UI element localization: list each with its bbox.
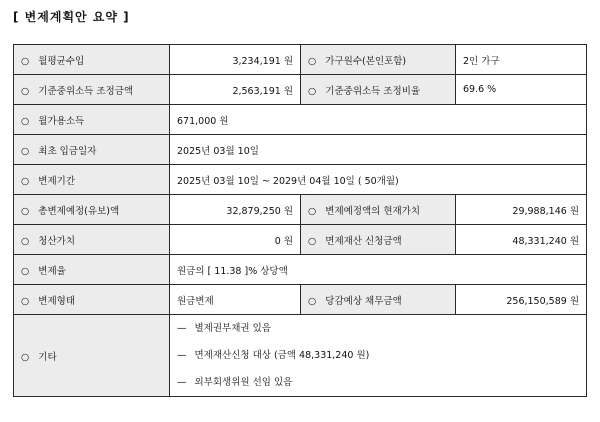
monthly-avg-income-value: 3,234,191 원 — [170, 45, 301, 75]
circle-bullet-icon: ○ — [21, 115, 30, 127]
present-value-value: 29,988,146 원 — [456, 195, 587, 225]
circle-bullet-icon: ○ — [308, 205, 317, 217]
others-label: ○ 기타 — [14, 315, 170, 397]
expected-total-debt-value: 256,150,589 원 — [456, 285, 587, 315]
table-row — [14, 135, 587, 165]
dash-bullet-icon: — — [177, 350, 187, 361]
circle-bullet-icon: ○ — [308, 85, 317, 97]
circle-bullet-icon: ○ — [21, 265, 30, 277]
liquidation-value-value: 0 원 — [170, 225, 301, 255]
table-row — [14, 165, 587, 195]
total-planned-repayment-label: ○ 총변제예정(유보)액 — [14, 195, 170, 225]
exempt-property-amount-label: ○ 면제재산 신청금액 — [301, 225, 456, 255]
table-row — [14, 105, 587, 135]
repayment-rate-value: 원금의 [ 11.38 ]% 상당액 — [170, 255, 587, 285]
list-item: — 외부회생위원 선임 있음 — [177, 377, 293, 388]
household-size-label: ○ 가구원수(본인포함) — [301, 45, 456, 75]
expected-total-debt-label: ○ 당감예상 채무금액 — [301, 285, 456, 315]
repayment-period-label: ○ 변제기간 — [14, 165, 170, 195]
monthly-available-income-label: ○ 월가용소득 — [14, 105, 170, 135]
adjusted-living-cost-label: ○ 기준중위소득 조정금액 — [14, 75, 170, 105]
list-item: — 별제권부채권 있음 — [177, 323, 271, 334]
liquidation-value-label: ○ 청산가치 — [14, 225, 170, 255]
total-planned-repayment-value: 32,879,250 원 — [170, 195, 301, 225]
page-title: [ 변제계획안 요약 ] — [13, 10, 130, 24]
household-size-value: 2인 가구 — [456, 45, 587, 75]
monthly-available-income-value: 671,000 원 — [170, 105, 587, 135]
first-payment-date-value: 2025년 03월 10일 — [170, 135, 587, 165]
repayment-rate-label: ○ 변제율 — [14, 255, 170, 285]
dash-bullet-icon: — — [177, 323, 187, 334]
circle-bullet-icon: ○ — [308, 235, 317, 247]
circle-bullet-icon: ○ — [21, 55, 30, 67]
circle-bullet-icon: ○ — [21, 145, 30, 157]
circle-bullet-icon: ○ — [21, 351, 30, 363]
first-payment-date-label: ○ 최초 입금일자 — [14, 135, 170, 165]
repayment-type-value: 원금변제 — [170, 285, 301, 315]
exempt-property-amount-value: 48,331,240 원 — [456, 225, 587, 255]
circle-bullet-icon: ○ — [308, 295, 317, 307]
table-row — [14, 315, 587, 397]
others-notes — [170, 315, 587, 397]
table-row — [14, 285, 587, 315]
repayment-plan-summary-table — [13, 44, 587, 397]
circle-bullet-icon: ○ — [21, 295, 30, 307]
table-row — [14, 225, 587, 255]
circle-bullet-icon: ○ — [21, 175, 30, 187]
present-value-label: ○ 변제예정액의 현재가치 — [301, 195, 456, 225]
adjusted-ratio-label: ○ 기준중위소득 조정비율 — [301, 75, 456, 105]
circle-bullet-icon: ○ — [21, 85, 30, 97]
table-row — [14, 75, 587, 105]
table-row — [14, 255, 587, 285]
circle-bullet-icon: ○ — [21, 205, 30, 217]
table-row — [14, 45, 587, 75]
adjusted-ratio-value: 69.6 % — [456, 75, 587, 105]
monthly-avg-income-label: ○ 월평균수입 — [14, 45, 170, 75]
table-row — [14, 195, 587, 225]
adjusted-living-cost-value: 2,563,191 원 — [170, 75, 301, 105]
repayment-type-label: ○ 변제형태 — [14, 285, 170, 315]
repayment-period-value: 2025년 03월 10일 ~ 2029년 04월 10일 ( 50개월) — [170, 165, 587, 195]
list-item: — 면제재산신청 대상 (금액 48,331,240 원) — [177, 350, 370, 361]
circle-bullet-icon: ○ — [21, 235, 30, 247]
circle-bullet-icon: ○ — [308, 55, 317, 67]
dash-bullet-icon: — — [177, 377, 187, 388]
